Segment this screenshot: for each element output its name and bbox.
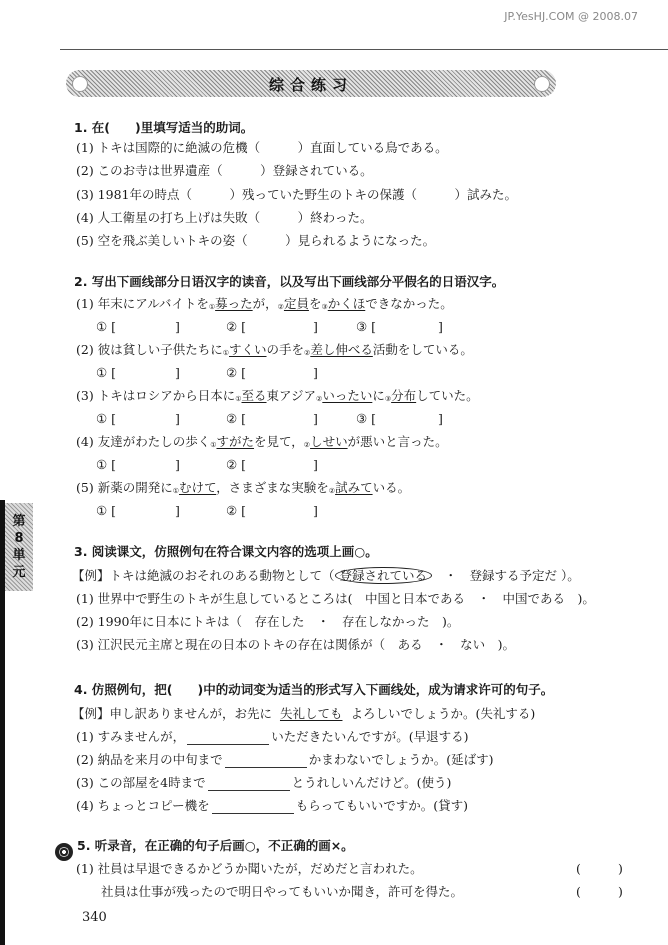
answer-paren-open[interactable]: ( — [576, 884, 581, 899]
s2-item — [76, 296, 453, 315]
sentence-text: 彼は貧しい子供たちに — [97, 342, 223, 357]
s4-title: 4. 仿照例句，把( )中的动词变为适当的形式写入下画线处，成为请求许可的句子。 — [74, 682, 554, 697]
answer-bracket-open[interactable]: ③ [ — [356, 411, 377, 426]
underlined-word: 試みて — [335, 480, 373, 495]
example-text: 【例】トキは絶滅のおそれのある動物として（ — [72, 568, 335, 583]
mark-number: ② — [277, 303, 284, 311]
header-rule — [60, 49, 668, 50]
item-label: (1) — [76, 296, 94, 311]
answer-blank[interactable] — [212, 801, 294, 814]
underlined-word: かくほ — [327, 296, 366, 311]
mark-number: ② — [304, 349, 311, 357]
item-text: (1) すみませんが， — [76, 729, 186, 744]
answer-bracket-close: ] — [313, 457, 318, 472]
sentence-text: を見て， — [254, 434, 304, 449]
item-label: (4) — [76, 434, 94, 449]
circled-answer: 登録されている — [335, 567, 433, 584]
sentence-text: 友達がわたしの歩く — [97, 434, 211, 449]
s3-title: 3. 阅读课文，仿照例句在符合课文内容的选项上画○。 — [74, 544, 378, 559]
item-text: もらってもいいですか。(貸す) — [295, 798, 468, 813]
s2-item — [76, 388, 479, 407]
item-label: (5) — [76, 480, 94, 495]
sentence-text: 年末にアルバイトを — [97, 296, 209, 311]
answer-blank[interactable] — [208, 778, 290, 791]
item-text: (4) ちょっとコピー機を — [76, 798, 210, 813]
s5-title: 5. 听录音，在正确的句子后画○，不正确的画×。 — [77, 838, 354, 853]
answer-paren-close: ) — [618, 884, 623, 899]
underlined-word: 至る — [241, 388, 267, 403]
underlined-word: 分布 — [391, 388, 417, 403]
mark-number: ① — [235, 395, 242, 403]
underlined-word: すくい — [229, 342, 267, 357]
s3-item: (1) 世界中で野生のトキが生息しているところは( 中国と日本である ・ 中国である )。 — [76, 591, 595, 606]
s5-item: 社員は仕事が残ったので明日やってもいいか聞き，許可を得た。 — [76, 884, 464, 899]
answer-bracket-close: ] — [175, 457, 180, 472]
answer-bracket-open[interactable]: ② [ — [226, 411, 247, 426]
answer-bracket-open[interactable]: ② [ — [226, 365, 247, 380]
sentence-text: が悪いと言った。 — [347, 434, 448, 449]
sentence-text: いる。 — [372, 480, 411, 495]
answer-bracket-open[interactable]: ① [ — [96, 319, 117, 334]
s3-item: (2) 1990年に日本にトキは（ 存在した ・ 存在しなかった )。 — [76, 614, 460, 629]
s2-item — [76, 480, 410, 499]
item-text: いただきたいんですが。(早退する) — [271, 729, 469, 744]
item-text: かまわないでしょうか。(延ばす) — [308, 752, 494, 767]
answer-bracket-close: ] — [313, 411, 318, 426]
s4-item — [76, 729, 468, 745]
answer-bracket-open[interactable]: ① [ — [96, 503, 117, 518]
item-label: (3) — [76, 388, 94, 403]
tab-char: 第 — [12, 514, 26, 529]
s1-item: (4) 人工衛星の打ち上げは失敗（ ）終わった。 — [76, 210, 373, 225]
sentence-text: の手を — [266, 342, 305, 357]
mark-number: ① — [172, 487, 179, 495]
answer-blank[interactable] — [187, 732, 269, 745]
example-text: 【例】申し訳ありませんが，お先に — [72, 706, 273, 721]
sentence-text: できなかった。 — [365, 296, 453, 311]
banner-title: 综合练习 — [268, 76, 353, 94]
mark-number: ① — [210, 441, 217, 449]
answer-bracket-open[interactable]: ① [ — [96, 365, 117, 380]
s1-item: (1) トキは国際的に絶滅の危機（ ）直面している鳥である。 — [76, 140, 448, 155]
underlined-word: むけて — [179, 480, 217, 495]
sentence-text: していた。 — [416, 388, 479, 403]
answer-bracket-open[interactable]: ② [ — [226, 319, 247, 334]
answer-bracket-open[interactable]: ① [ — [96, 457, 117, 472]
s3-example — [72, 568, 580, 584]
s4-item — [76, 798, 468, 814]
s2-item — [76, 434, 448, 453]
underlined-word: すがた — [216, 434, 255, 449]
item-label: (2) — [76, 342, 94, 357]
s3-item: (3) 江沢民元主席と現在の日本のトキの存在は関係が（ ある ・ ない )。 — [76, 637, 516, 652]
answer-bracket-close: ] — [175, 503, 180, 518]
answer-bracket-open[interactable]: ② [ — [226, 503, 247, 518]
mark-number: ① — [222, 349, 229, 357]
s1-item: (3) 1981年の時点（ ）残っていた野生のトキの保護（ ）試みた。 — [76, 187, 517, 202]
s2-item — [76, 342, 473, 361]
s2-title: 2. 写出下画线部分日语汉字的读音，以及写出下画线部分平假名的日语汉字。 — [74, 274, 505, 289]
s1-item: (5) 空を飛ぶ美しいトキの姿（ ）見られるようになった。 — [76, 233, 436, 248]
answer-bracket-close: ] — [313, 503, 318, 518]
sentence-text: が， — [252, 296, 278, 311]
watermark: JP.YesHJ.COM @ 2008.07 — [504, 10, 638, 23]
answer-paren-open[interactable]: ( — [576, 861, 581, 876]
sentence-text: ，さまざまな実験を — [216, 480, 329, 495]
audio-cd-icon — [55, 843, 73, 861]
answer-bracket-close: ] — [438, 319, 443, 334]
unit-side-tab — [5, 503, 33, 591]
s4-example — [72, 706, 535, 722]
answer-bracket-close: ] — [313, 365, 318, 380]
answer-bracket-open[interactable]: ③ [ — [356, 319, 377, 334]
mark-number: ② — [328, 487, 336, 495]
item-text: (2) 納品を来月の中旬まで — [76, 752, 223, 767]
underlined-word: しせい — [310, 434, 348, 449]
mark-number: ③ — [384, 395, 392, 403]
s1-item: (2) このお寺は世界遺産（ ）登録されている。 — [76, 163, 373, 178]
example-text: よろしいでしょうか。(失礼する) — [350, 706, 536, 721]
mark-number: ② — [303, 441, 311, 449]
s4-item — [76, 775, 451, 791]
answer-blank[interactable] — [225, 755, 307, 768]
sentence-text: 東アジア — [266, 388, 317, 403]
underlined-word: 差し伸べる — [310, 342, 373, 357]
mark-number: ③ — [321, 303, 328, 311]
sentence-text: 活動をしている。 — [372, 342, 473, 357]
tab-char: 元 — [12, 565, 26, 580]
underlined-word: 募った — [215, 296, 253, 311]
sentence-text: に — [372, 388, 385, 403]
s5-item: (1) 社員は早退できるかどうか聞いたが，だめだと言われた。 — [76, 861, 423, 876]
section-banner — [66, 70, 556, 97]
tab-char: 8 — [14, 531, 24, 546]
answer-bracket-open[interactable]: ① [ — [96, 411, 117, 426]
answer-bracket-close: ] — [175, 319, 180, 334]
answer-bracket-close: ] — [438, 411, 443, 426]
page-number: 340 — [82, 910, 107, 925]
s1-title: 1. 在( )里填写适当的助词。 — [74, 120, 254, 135]
answer-bracket-close: ] — [313, 319, 318, 334]
answer-bracket-close: ] — [175, 411, 180, 426]
item-text: とうれしいんだけど。(使う) — [291, 775, 452, 790]
mark-number: ② — [316, 395, 323, 403]
answer-paren-close: ) — [618, 861, 623, 876]
underlined-word: 定員 — [283, 296, 309, 311]
underlined-word: いったい — [322, 388, 373, 403]
tab-char: 単 — [12, 548, 26, 563]
example-answer: 失礼しても — [279, 706, 343, 721]
mark-number: ① — [208, 303, 216, 311]
item-text: (3) この部屋を4時まで — [76, 775, 206, 790]
answer-bracket-open[interactable]: ② [ — [226, 457, 247, 472]
s4-item — [76, 752, 493, 768]
sentence-text: を — [308, 296, 322, 311]
example-text: ・ 登録する予定だ ）。 — [444, 568, 580, 583]
sentence-text: トキはロシアから日本に — [97, 388, 236, 403]
answer-bracket-close: ] — [175, 365, 180, 380]
sentence-text: 新薬の開発に — [97, 480, 173, 495]
